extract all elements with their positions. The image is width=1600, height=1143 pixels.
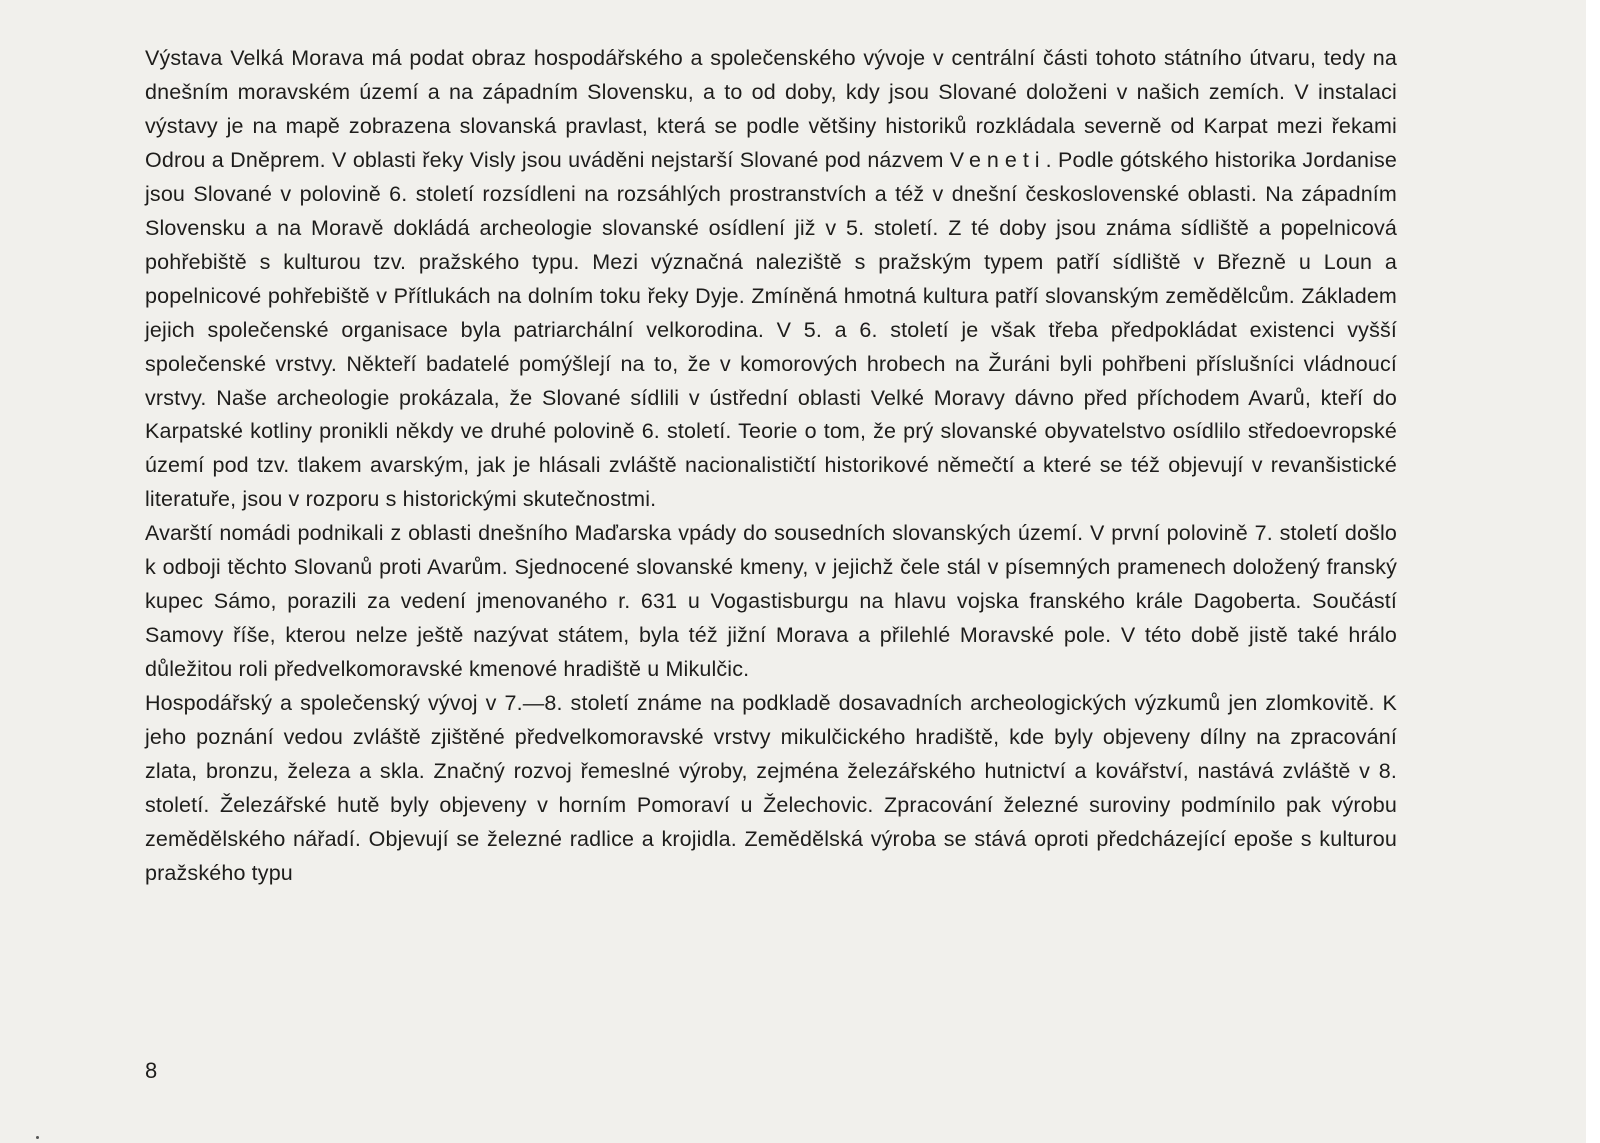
emphasized-term-veneti: Veneti bbox=[949, 147, 1046, 172]
paragraph-avar-conflict: Avarští nomádi podnikali z oblasti dnešního Maďarska vpády do sousedních slovanských území. V první polovině 7. století došlo k odboji těchto Slovanů proti Avarům. Sjednocené slovanské kmeny, v jejichž čele stál v písemných pramenech doložený franský kupec Sámo, porazili za vedení jmenovaného r. 631 u Vogastisburgu na hlavu vojska franského krále Dagoberta. Součástí Samovy říše, kterou nelze ještě nazývat státem, byla též jižní Morava a přilehlé Moravské pole. V této době jistě také hrálo důležitou roli předvelkomoravské kmenové hradiště u Mikulčic. bbox=[145, 521, 1397, 682]
page-number: 8 bbox=[145, 1058, 158, 1083]
paragraph-1-text-end: . Podle gótského historika Jordanise jsou Slované v polovině 6. století rozsídleni na rozsáhlých prostranstvích a též v dnešní československé oblasti. Na západním Slovensku a na Moravě dokládá archeologie slovanské osídlení již v 5. století. Z té doby jsou známa sídliště a popelnicová pohřebiště s kulturou tzv. pražského typu. Mezi význačná naleziště s pražským typem patří sídliště v Březně u Loun a popelnicové pohřebiště v Přítlukách na dolním toku řeky Dyje. Zmíněná hmotná kultura patří slovanským zemědělcům. Základem jejich společenské organisace byla patriarchální velkorodina. V 5. a 6. století je však třeba předpokládat existenci vyšší společenské vrstvy. Někteří badatelé pomýšlejí na to, že v komorových hrobech na Žuráni byli pohřbeni příslušníci vládnoucí vrstvy. Naše archeologie prokázala, že Slované sídlili v ústřední oblasti Velké Moravy dávno před příchodem Avarů, kteří do Karpatské kotliny pronikli někdy ve druhé polovině 6. století. Teorie o tom, že prý slovanské obyvatelstvo osídlilo středoevropské území pod tzv. tlakem avarským, jak je hlásali zvláště nacionalističtí historikové němečtí a které se též objevují v revanšistické literatuře, jsou v rozporu s historickými skutečnostmi. bbox=[145, 147, 1398, 512]
paper-speck bbox=[36, 1136, 39, 1139]
paragraph-1-text-start: Výstava Velká Morava má podat obraz hospodářského a společenského vývoje v centrální části tohoto státního útvaru, tedy na dnešním moravském území a na západním Slovensku, a to od doby, kdy jsou Slované doloženi v našich zemích. V instalaci výstavy je na mapě zobrazena slovanská pravlast, která se podle většiny historiků rozkládala severně od Karpat mezi řekami Odrou a Dněprem. V oblasti řeky Visly jsou uváděni nejstarší Slované pod názvem bbox=[145, 46, 1397, 172]
paragraph-economic-development: Hospodářský a společenský vývoj v 7.—8. století známe na podkladě dosavadních archeologických výzkumů jen zlomkovitě. K jeho poznání vedou zvláště zjištěné předvelkomoravské vrstvy mikulčického hradiště, kde byly objeveny dílny na zpracování zlata, bronzu, železa a skla. Značný rozvoj řemeslné výroby, zejména železářského hutnictví a kovářství, nastává zvláště v 8. století. Železářské hutě byly objeveny v horním Pomoraví u Želechovic. Zpracování železné suroviny podmínilo pak výrobu zemědělského nářadí. Objevují se železné radlice a krojidla. Zemědělská výroba se stává oproti předcházející epoše s kulturou pražského typu bbox=[145, 691, 1397, 885]
paragraph-slavic-origins bbox=[145, 42, 1397, 517]
page-edge bbox=[1586, 0, 1600, 1143]
body-text bbox=[145, 42, 1397, 891]
